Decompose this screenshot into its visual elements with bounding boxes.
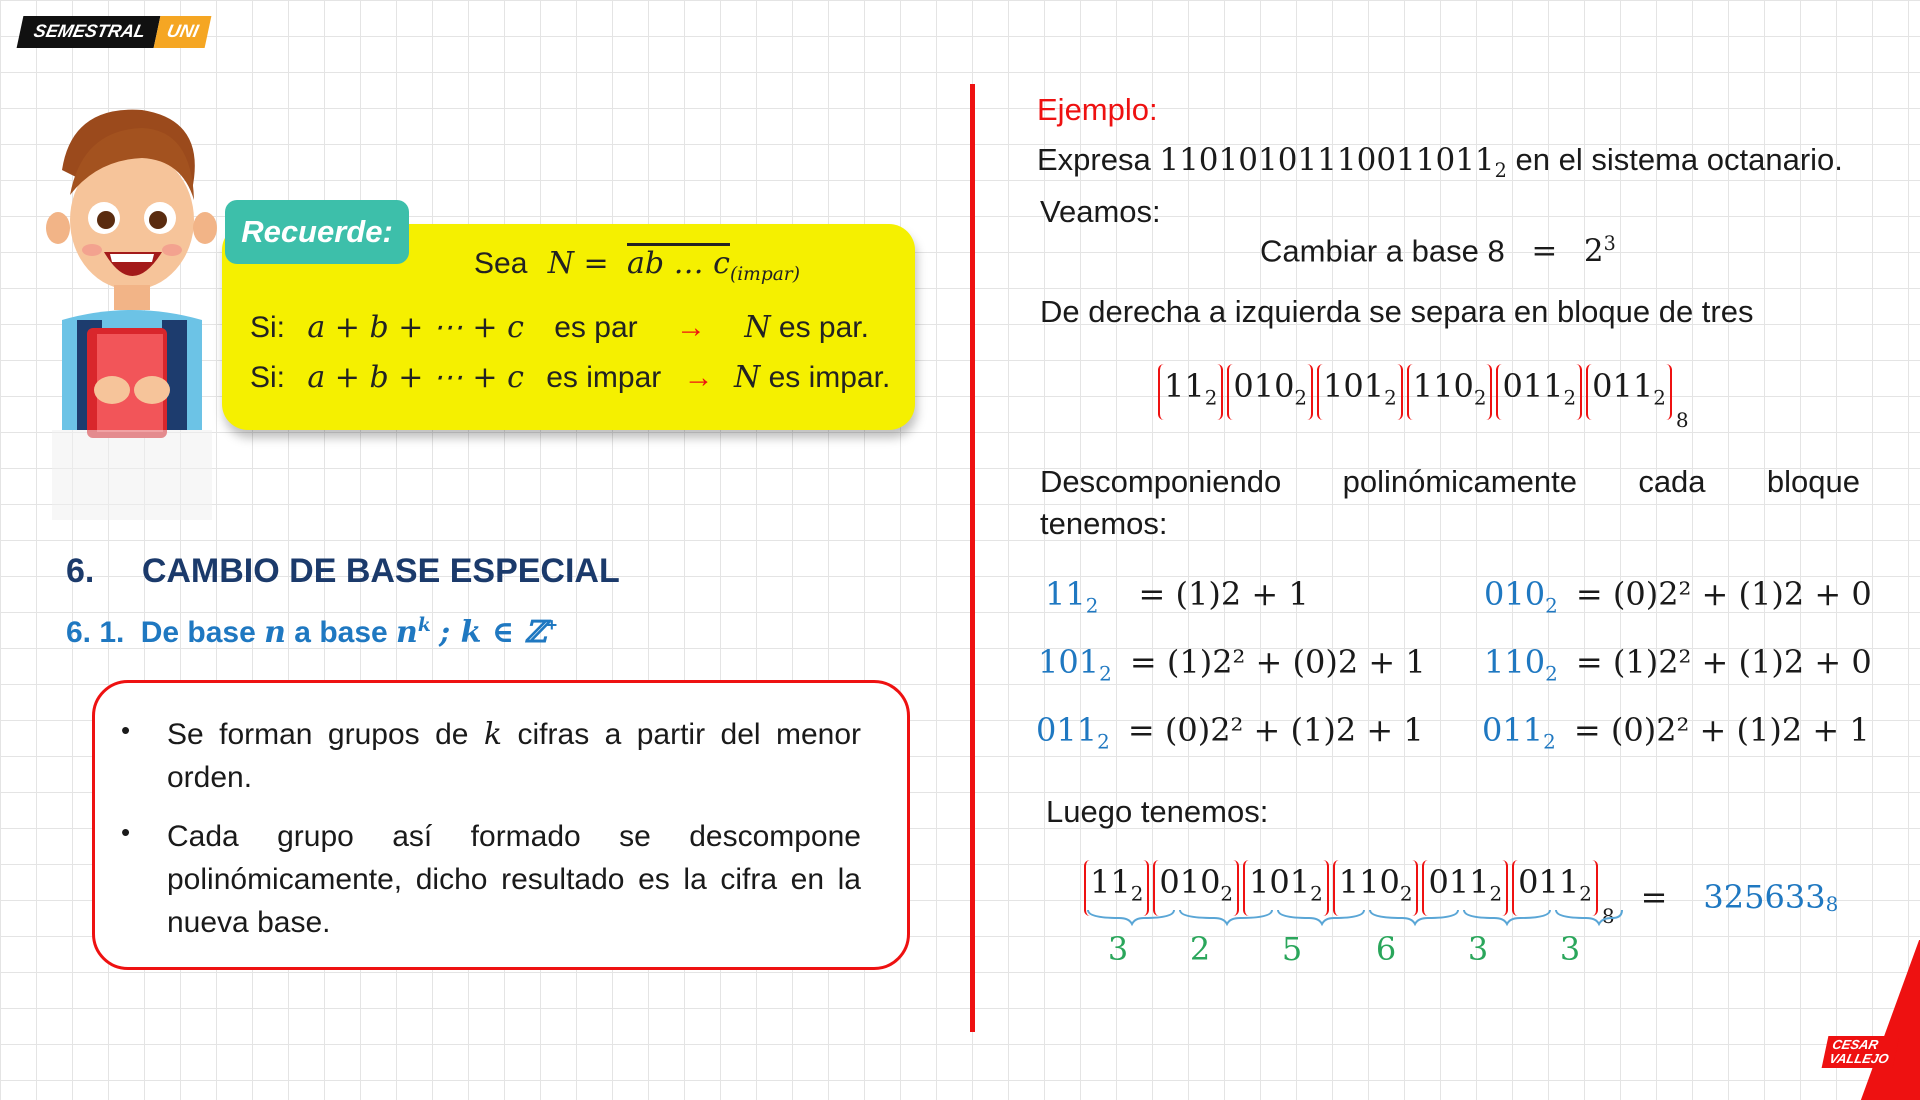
bullet-dot: •: [121, 817, 131, 847]
blocks-row-top: [1158, 364, 1689, 433]
derecha-text: De derecha a izquierda se separa en bloque de tres: [1040, 294, 1754, 329]
bullet2-text: Cada grupo así formado se descompone polinómicamente, dicho resultado es la cifra en la nueva base.: [167, 820, 861, 939]
block: $110_2$: [1407, 364, 1493, 420]
digit: 2: [1189, 930, 1211, 968]
section-heading: [66, 552, 620, 591]
k-exponent: k: [417, 615, 431, 636]
block: $11_2$: [1158, 364, 1223, 420]
block: $011_2$: [1422, 860, 1508, 916]
semestral-uni-logo: [17, 16, 212, 48]
cambiar-exp: 3: [1603, 232, 1616, 255]
cv-bottom: VALLEJO: [1828, 1051, 1891, 1066]
recuerde-tag: Recuerde:: [225, 200, 409, 264]
outer-base: 8: [1675, 408, 1689, 433]
expresa-text: Expresa: [1037, 142, 1151, 177]
si-label: Si:: [250, 361, 286, 394]
descomponiendo-line: [1040, 464, 1860, 500]
recuerde-line1: [474, 246, 800, 285]
eq-rhs: = (1)2² + (1)2 + 0: [1575, 643, 1872, 681]
block: $011_2$: [1586, 364, 1672, 420]
block: $011_2$: [1512, 860, 1598, 916]
desc-word: bloque: [1766, 464, 1860, 499]
tenemos-text: tenemos:: [1040, 506, 1168, 541]
bullet-1: [121, 713, 861, 799]
ejemplo-label: Ejemplo:: [1037, 92, 1158, 127]
subsection-mid: a base: [294, 616, 388, 649]
si-label: Si:: [250, 311, 286, 344]
eq-rhs: = (0)2² + (1)2 + 0: [1575, 575, 1872, 613]
block: $011_2$: [1496, 364, 1582, 420]
k-in-z: ; k ∈ ℤ: [439, 615, 547, 650]
equation-6: $011_2 = (0)2^2 + (1)2 + 1$: [1482, 711, 1870, 754]
bullet1-text-b: cifras a partir del menor orden.: [167, 718, 862, 794]
binary-base: 2: [1494, 159, 1507, 183]
desc-word: polinómicamente: [1342, 464, 1577, 499]
n-equals: N =: [547, 246, 609, 281]
bullet1-text-a: Se forman grupos de: [167, 718, 469, 751]
eq-rhs: = (0)2² + (1)2 + 1: [1573, 711, 1870, 749]
equation-1: $11_2 = (1)2 + 1$: [1045, 575, 1309, 618]
cambiar-pow: 2: [1583, 233, 1604, 270]
eq-rhs: = (1)2² + (0)2 + 1: [1129, 643, 1426, 681]
equation-5: $011_2 = (0)2^2 + (1)2 + 1$: [1036, 711, 1424, 754]
section-title: CAMBIO DE BASE ESPECIAL: [141, 552, 620, 590]
block: $010_2$: [1227, 364, 1313, 420]
n-var: n: [396, 615, 418, 650]
sea-label: Sea: [474, 247, 528, 280]
sum-expr: a + b + ⋯ + c: [307, 360, 524, 395]
eq-lhs: 011: [1036, 711, 1098, 749]
digit: 3: [1467, 930, 1489, 968]
overline-digits: ab … c: [627, 246, 730, 281]
equation-2: $010_2 = (0)2^2 + (1)2 + 0$: [1484, 575, 1872, 618]
cambiar-line: [1260, 232, 1616, 269]
desc-word: Descomponiendo: [1040, 464, 1282, 499]
block: $110_2$: [1333, 860, 1419, 916]
equation-3: $101_2 = (1)2^2 + (0)2 + 1$: [1038, 643, 1426, 686]
recuerde-line2: [250, 310, 869, 345]
n-var: n: [264, 615, 286, 650]
cv-top: CESAR: [1831, 1037, 1880, 1052]
eq-lhs: 010: [1484, 575, 1546, 613]
cesar-vallejo-logo: [1822, 1036, 1900, 1068]
subsection-number: 6. 1.: [66, 616, 125, 649]
bullet-2: [121, 815, 861, 944]
digit: 3: [1107, 930, 1129, 968]
es-impar-word: es impar: [546, 361, 662, 394]
es-par-word: es par: [554, 311, 638, 344]
brace-row: [1084, 908, 1624, 928]
corner-stripe: [1861, 940, 1920, 1100]
result-text: es par.: [778, 311, 869, 344]
logo-part1: SEMESTRAL: [17, 16, 161, 48]
section-number: 6.: [66, 552, 95, 590]
block: $010_2$: [1153, 860, 1239, 916]
vertical-divider: [970, 84, 975, 1032]
veamos-label: Veamos:: [1040, 194, 1161, 229]
expresa-tail: en el sistema octanario.: [1515, 142, 1843, 177]
plus-superscript: +: [546, 614, 558, 635]
sum-expr: a + b + ⋯ + c: [307, 310, 524, 345]
digit: 3: [1559, 930, 1581, 968]
equation-4: $110_2 = (1)2^2 + (1)2 + 0$: [1484, 643, 1872, 686]
bullet-dot: •: [121, 715, 131, 745]
eq-lhs: 101: [1038, 643, 1100, 681]
boy-illustration: [42, 100, 222, 520]
arrow-icon: →: [675, 311, 706, 344]
digit: 6: [1375, 930, 1397, 968]
digit: 5: [1281, 930, 1303, 968]
rules-box: [92, 680, 910, 970]
result-text: es impar.: [768, 361, 891, 394]
eq-lhs: 11: [1045, 575, 1086, 613]
logo-part2: UNI: [154, 16, 212, 48]
recuerde-line3: [250, 360, 890, 395]
result-value: 325633: [1703, 878, 1826, 917]
cambiar-text: Cambiar a base 8: [1260, 233, 1505, 269]
desc-word: cada: [1638, 464, 1706, 499]
result-base: 8: [1825, 892, 1839, 917]
eq-rhs: = (1)2 + 1: [1138, 575, 1309, 613]
block: $101_2$: [1243, 860, 1329, 916]
result-eq: =: [1640, 878, 1668, 917]
binary-number: 11010101110011011: [1159, 142, 1495, 178]
n-symbol: N: [744, 310, 771, 345]
n-symbol: N: [733, 360, 761, 395]
block: $101_2$: [1317, 364, 1403, 420]
block: $11_2$: [1084, 860, 1149, 916]
k-var: k: [483, 717, 503, 752]
impar-subscript: (impar): [729, 264, 800, 285]
cambiar-eq: =: [1531, 233, 1558, 270]
luego-text: Luego tenemos:: [1046, 794, 1269, 829]
subsection-heading: [66, 614, 557, 650]
outer-base: 8: [1601, 904, 1615, 929]
arrow-icon: →: [683, 361, 714, 394]
eq-rhs: = (0)2² + (1)2 + 1: [1127, 711, 1424, 749]
eq-lhs: 011: [1482, 711, 1544, 749]
expresa-line: [1037, 142, 1843, 182]
eq-lhs: 110: [1484, 643, 1546, 681]
subsection-text: De base: [140, 616, 256, 649]
